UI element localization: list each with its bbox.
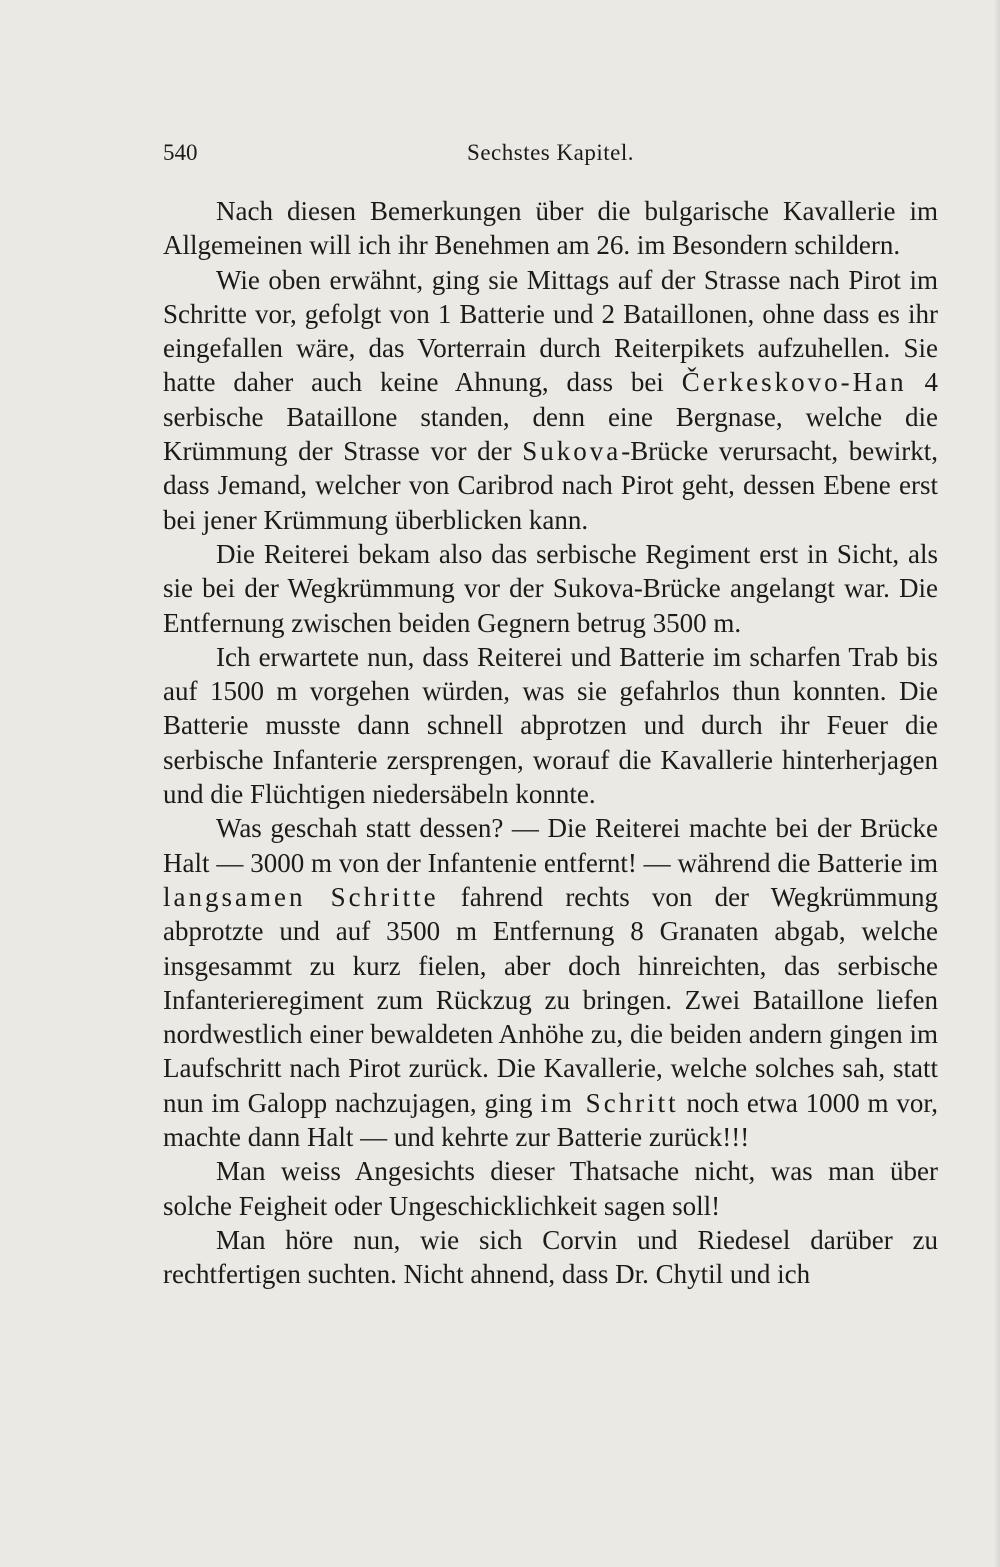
- text-run: Was geschah statt dessen? — Die Reiterei machte bei der Brücke Halt — 3000 m von der Infantenie entfernt! — während die Batterie im: [163, 813, 938, 878]
- body-text: [163, 194, 938, 1292]
- paragraph: Man höre nun, wie sich Corvin und Riedesel darüber zu rechtfertigen suchten. Nicht ahnend, dass Dr. Chytil und ich: [163, 1224, 938, 1290]
- spaced-text-run: im Schritt: [540, 1087, 679, 1118]
- page-header: [163, 140, 938, 174]
- spaced-text-run: Čerkeskovo-Han: [681, 367, 907, 398]
- paragraph: [163, 811, 938, 1154]
- spaced-text-run: Sukova: [522, 436, 622, 467]
- spaced-text-run: langsamen Schritte: [163, 881, 439, 912]
- paragraph: Ich erwartete nun, dass Reiterei und Batterie im scharfen Trab bis auf 1500 m vorgehen würden, was sie gefahrlos thun konnten. Die Batterie musste dann schnell abprotzen und durch ihr Feuer die serbische Infanterie zersprengen, worauf die Kavallerie hinterherjagen und die Flüchtigen niedersäbeln konnte.: [163, 641, 938, 810]
- page-edge-shadow: [994, 0, 1000, 1567]
- paragraph: Nach diesen Bemerkungen über die bulgarische Kavallerie im Allgemeinen will ich ihr Benehmen am 26. im Besondern schildern.: [163, 196, 938, 261]
- paragraph: [163, 263, 938, 537]
- page-number: 540: [163, 140, 198, 165]
- text-run: fahrend rechts von der Wegkrümmung abprotzte und auf 3500 m Entfernung 8 Granaten abgab, welche insgesammt zu kurz fielen, aber doch hinreichten, das serbische Infanterieregiment zum Rückzug zu bringen. Zwei Bataillone liefen nordwestlich einer bewaldeten Anhöhe zu, die beiden andern gingen im Laufschritt nach Pirot zurück. Die Kavallerie, welche solches sah, statt nun im Galopp nachzujagen, ging: [163, 881, 938, 1118]
- text-run: -Brücke verursacht, bewirkt, dass Jemand, welcher von Caribrod nach Pirot geht, dessen Ebene erst bei jener Krümmung überblicken kann.: [163, 436, 938, 535]
- text-run: noch etwa 1000 m vor, machte dann Halt — und kehrte zur Batterie zurück!!!: [163, 1087, 938, 1153]
- text-run: Wie oben erwähnt, ging sie Mittags auf der Strasse nach Pirot im Schritte vor, gefolgt von 1 Batterie und 2 Bataillonen, ohne dass es ihr eingefallen wäre, das Vorterrain durch Reiterpikets aufzuhellen. Sie hatte daher auch keine Ahnung, dass bei: [163, 264, 938, 398]
- paragraph: Die Reiterei bekam also das serbische Regiment erst in Sicht, als sie bei der Wegkrümmung vor der Sukova-Brücke angelangt war. Die Entfernung zwischen beiden Gegnern betrug 3500 m.: [163, 538, 938, 638]
- paragraph: Man weiss Angesichts dieser Thatsache nicht, was man über solche Feigheit oder Ungeschicklichkeit sagen soll!: [163, 1156, 938, 1221]
- text-run: 4 serbische Bataillone standen, denn eine Bergnase, welche die Krümmung der Strasse vor der: [163, 367, 939, 467]
- running-head: Sechstes Kapitel.: [467, 140, 634, 165]
